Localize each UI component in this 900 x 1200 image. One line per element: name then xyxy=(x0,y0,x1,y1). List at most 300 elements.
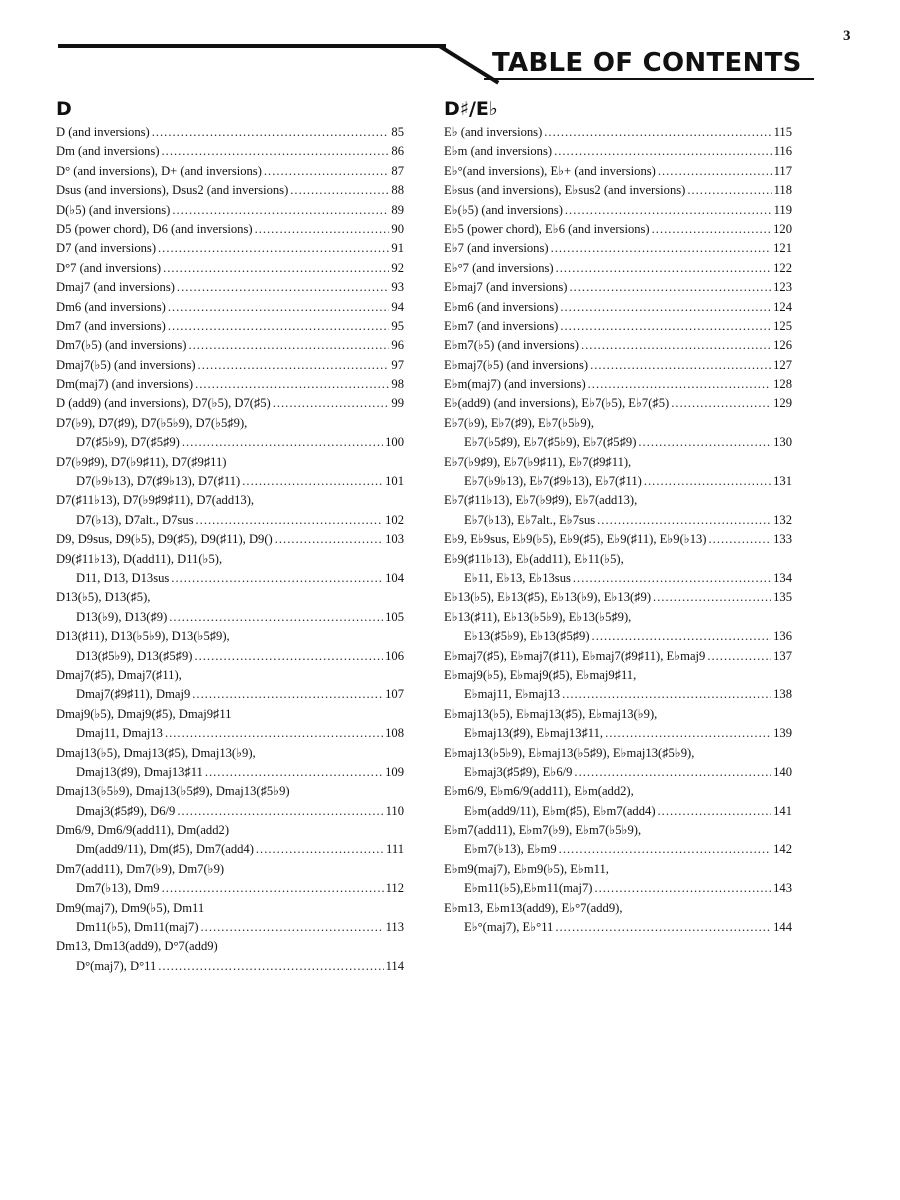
dot-leader xyxy=(168,317,390,336)
dot-leader xyxy=(242,472,383,491)
toc-entry-text: Dm7(♭13), Dm9 xyxy=(76,881,160,896)
toc-entry-text: E♭7(♭9♭13), E♭7(♯9♭13), E♭7(♯11) xyxy=(464,474,642,489)
toc-page-number: 104 xyxy=(385,570,404,585)
toc-page-number: 121 xyxy=(773,241,792,256)
toc-entry xyxy=(444,569,792,588)
toc-entry xyxy=(444,472,792,491)
toc-entry xyxy=(56,414,404,433)
toc-entry xyxy=(56,317,404,336)
toc-page-number: 134 xyxy=(773,570,792,585)
toc-entry-text: Dm6/9, Dm6/9(add11), Dm(add2) xyxy=(56,823,230,838)
toc-entry-text: E♭11, E♭13, E♭13sus xyxy=(464,570,571,585)
toc-entry-text: E♭(♭5) (and inversions) xyxy=(444,202,563,217)
toc-entry xyxy=(444,259,792,278)
dot-leader xyxy=(556,259,772,278)
dot-leader xyxy=(198,356,390,375)
toc-page-number: 144 xyxy=(773,920,792,935)
toc-entry-text: E♭maj3(♯5♯9), E♭6/9 xyxy=(464,764,573,779)
toc-page-number: 131 xyxy=(773,474,792,489)
dot-leader xyxy=(158,957,383,976)
dot-leader xyxy=(165,724,383,743)
dot-leader xyxy=(188,336,389,355)
toc-page-number: 138 xyxy=(773,687,792,702)
toc-entry xyxy=(444,123,792,142)
toc-page-number: 106 xyxy=(385,648,404,663)
toc-page-number: 143 xyxy=(773,881,792,896)
toc-page-number: 137 xyxy=(773,648,792,663)
toc-page-number: 130 xyxy=(773,435,792,450)
dot-leader xyxy=(573,569,771,588)
toc-entry xyxy=(444,453,792,472)
toc-entry xyxy=(444,821,792,840)
toc-entry xyxy=(444,627,792,646)
toc-entry xyxy=(444,491,792,510)
toc-entry-text: D° (and inversions), D+ (and inversions) xyxy=(56,163,262,178)
toc-entry-text: D7(♯11♭13), D7(♭9♯9♯11), D7(add13), xyxy=(56,493,255,508)
toc-entry xyxy=(56,142,404,161)
toc-page-number: 101 xyxy=(385,474,404,489)
toc-entry xyxy=(56,588,404,607)
toc-entry-text: D9(♯11♭13), D(add11), D11(♭5), xyxy=(56,551,223,566)
toc-page-number: 96 xyxy=(391,338,404,353)
dot-leader xyxy=(290,181,389,200)
toc-entry-text: E♭m11(♭5),E♭m11(maj7) xyxy=(464,881,593,896)
toc-entry-text: D7(♯5♭9), D7(♯5♯9) xyxy=(76,435,180,450)
toc-entry xyxy=(444,763,792,782)
toc-entry-text: D7(♭9♭13), D7(♯9♭13), D7(♯11) xyxy=(76,474,241,489)
toc-entry xyxy=(444,201,792,220)
toc-entry-text: E♭9, E♭9sus, E♭9(♭5), E♭9(♯5), E♭9(♯11), E♭9(♭13) xyxy=(444,532,707,547)
toc-entry-text: E♭7(♭13), E♭7alt., E♭7sus xyxy=(464,512,596,527)
toc-entry xyxy=(56,472,404,491)
toc-page-number: 123 xyxy=(773,280,792,295)
toc-page-number: 105 xyxy=(385,609,404,624)
toc-entry-text: D(♭5) (and inversions) xyxy=(56,202,171,217)
toc-entry-text: E♭5 (power chord), E♭6 (and inversions) xyxy=(444,221,650,236)
toc-entry xyxy=(56,705,404,724)
toc-entry xyxy=(56,918,404,937)
toc-page-number: 142 xyxy=(773,842,792,857)
dot-leader xyxy=(196,511,384,530)
toc-page-number: 141 xyxy=(773,803,792,818)
dot-leader xyxy=(560,317,771,336)
toc-page-number: 117 xyxy=(773,163,792,178)
toc-entry-text: E♭maj11, E♭maj13 xyxy=(464,687,561,702)
toc-column-d-sharp-e-flat xyxy=(444,96,792,937)
toc-entry-text: E♭maj9(♭5), E♭maj9(♯5), E♭maj9♯11, xyxy=(444,667,637,682)
toc-entry xyxy=(444,608,792,627)
toc-page-number: 91 xyxy=(391,241,404,256)
dot-leader xyxy=(707,647,771,666)
toc-page-number: 125 xyxy=(773,318,792,333)
toc-entry xyxy=(444,744,792,763)
toc-page-number: 102 xyxy=(385,512,404,527)
toc-entry-text: E♭m9(maj7), E♭m9(♭5), E♭m11, xyxy=(444,861,609,876)
toc-entry-text: E♭sus (and inversions), E♭sus2 (and inversions) xyxy=(444,183,686,198)
toc-entry xyxy=(56,375,404,394)
dot-leader xyxy=(555,918,771,937)
toc-entry xyxy=(56,647,404,666)
toc-entry xyxy=(444,918,792,937)
toc-entry xyxy=(444,317,792,336)
toc-entry-text: E♭maj13(♯9), E♭maj13♯11, xyxy=(464,726,604,741)
toc-entry xyxy=(56,782,404,801)
toc-entry xyxy=(56,840,404,859)
toc-entry xyxy=(56,957,404,976)
toc-entry-text: E♭m7 (and inversions) xyxy=(444,318,559,333)
toc-entry-text: Dmaj9(♭5), Dmaj9(♯5), Dmaj9♯11 xyxy=(56,706,232,721)
toc-entry xyxy=(56,802,404,821)
dot-leader xyxy=(195,375,389,394)
toc-entry-text: Dsus (and inversions), Dsus2 (and inversions) xyxy=(56,183,289,198)
toc-page-number: 100 xyxy=(385,435,404,450)
toc-entry-text: Dm(maj7) (and inversions) xyxy=(56,377,194,392)
dot-leader xyxy=(163,259,389,278)
toc-entry-text: Dm (and inversions) xyxy=(56,144,160,159)
toc-page-number: 133 xyxy=(773,532,792,547)
toc-page-number: 98 xyxy=(391,377,404,392)
toc-page-number: 107 xyxy=(385,687,404,702)
toc-entry-text: E♭m(maj7) (and inversions) xyxy=(444,377,586,392)
dot-leader xyxy=(168,298,390,317)
toc-page-number: 140 xyxy=(773,764,792,779)
toc-page-number: 85 xyxy=(391,125,404,139)
toc-page-number: 92 xyxy=(391,260,404,275)
toc-entry-text: D13(♯5♭9), D13(♯5♯9) xyxy=(76,648,193,663)
dot-leader xyxy=(177,802,383,821)
toc-page-number: 89 xyxy=(391,202,404,217)
dot-leader xyxy=(273,394,390,413)
toc-entry xyxy=(56,627,404,646)
dot-leader xyxy=(590,356,771,375)
toc-page-number: 111 xyxy=(386,842,404,857)
toc-entry xyxy=(444,278,792,297)
dot-leader xyxy=(560,298,771,317)
toc-page-number: 113 xyxy=(385,920,404,935)
toc-entry xyxy=(56,937,404,956)
toc-entry xyxy=(444,685,792,704)
toc-entry xyxy=(444,181,792,200)
toc-entry xyxy=(444,840,792,859)
toc-entry-text: D°(maj7), D°11 xyxy=(76,958,157,973)
toc-entry xyxy=(444,336,792,355)
dot-leader xyxy=(256,840,384,859)
toc-entry xyxy=(56,123,404,142)
toc-entry-text: E♭°(maj7), E♭°11 xyxy=(464,920,554,935)
toc-page-number: 135 xyxy=(773,590,792,605)
toc-entry xyxy=(56,569,404,588)
toc-entry-text: Dm11(♭5), Dm11(maj7) xyxy=(76,920,199,935)
toc-entry xyxy=(56,181,404,200)
dot-leader xyxy=(652,220,771,239)
section-heading: D♯/E♭ xyxy=(444,98,498,120)
toc-entry xyxy=(444,414,792,433)
toc-page-number: 95 xyxy=(391,318,404,333)
toc-entry-text: Dm7(♭5) (and inversions) xyxy=(56,338,187,353)
toc-entry xyxy=(444,666,792,685)
page-title: TABLE OF CONTENTS xyxy=(492,48,802,78)
toc-entry-text: E♭ (and inversions) xyxy=(444,125,543,139)
toc-entry-text: Dmaj7(♯9♯11), Dmaj9 xyxy=(76,687,191,702)
toc-entry-text: E♭(add9) (and inversions), E♭7(♭5), E♭7(♯5) xyxy=(444,396,670,411)
toc-entry xyxy=(444,162,792,181)
toc-entry xyxy=(56,530,404,549)
toc-page-number: 126 xyxy=(773,338,792,353)
dot-leader xyxy=(653,588,771,607)
toc-column-d xyxy=(56,96,404,976)
toc-entry xyxy=(56,744,404,763)
toc-entry-text: E♭m6 (and inversions) xyxy=(444,299,559,314)
toc-entry-text: E♭9(♯11♭13), E♭(add11), E♭11(♭5), xyxy=(444,551,624,566)
toc-entry-text: D9, D9sus, D9(♭5), D9(♯5), D9(♯11), D9() xyxy=(56,532,273,547)
toc-entry xyxy=(56,220,404,239)
toc-entry-text: Dmaj3(♯5♯9), D6/9 xyxy=(76,803,176,818)
dot-leader xyxy=(171,569,383,588)
dot-leader xyxy=(264,162,390,181)
dot-leader xyxy=(192,685,383,704)
dot-leader xyxy=(152,123,390,142)
header-rule xyxy=(58,44,446,48)
toc-page-number: 112 xyxy=(385,881,404,896)
dot-leader xyxy=(201,918,384,937)
toc-page-number: 139 xyxy=(773,726,792,741)
toc-page-number: 87 xyxy=(391,163,404,178)
toc-entry-text: Dmaj13(♭5♭9), Dmaj13(♭5♯9), Dmaj13(♯5♭9) xyxy=(56,784,290,799)
toc-page-number: 88 xyxy=(391,183,404,198)
toc-page-number: 90 xyxy=(391,221,404,236)
toc-entry xyxy=(56,259,404,278)
toc-entry-text: Dmaj7(♭5) (and inversions) xyxy=(56,357,196,372)
toc-entry xyxy=(56,278,404,297)
toc-page-number: 86 xyxy=(391,144,404,159)
dot-leader xyxy=(638,433,771,452)
toc-entry xyxy=(444,239,792,258)
toc-entry xyxy=(444,782,792,801)
toc-entry xyxy=(56,860,404,879)
toc-entry xyxy=(56,763,404,782)
toc-page-number: 115 xyxy=(773,125,792,139)
dot-leader xyxy=(569,278,771,297)
toc-entry-text: D13(♭5), D13(♯5), xyxy=(56,590,151,605)
toc-page-number: 129 xyxy=(773,396,792,411)
dot-leader xyxy=(709,530,772,549)
toc-entry-text: E♭7(♯11♭13), E♭7(♭9♯9), E♭7(add13), xyxy=(444,493,638,508)
toc-entry xyxy=(56,298,404,317)
toc-entry-text: E♭m6/9, E♭m6/9(add11), E♭m(add2), xyxy=(444,784,634,799)
toc-entry xyxy=(56,201,404,220)
dot-leader xyxy=(562,685,771,704)
toc-entry-text: E♭maj13(♭5♭9), E♭maj13(♭5♯9), E♭maj13(♯5♭9), xyxy=(444,745,695,760)
toc-entry-text: Dmaj13(♯9), Dmaj13♯11 xyxy=(76,764,203,779)
dot-leader xyxy=(177,278,389,297)
toc-entry-text: E♭maj7 (and inversions) xyxy=(444,280,568,295)
toc-page-number: 97 xyxy=(391,357,404,372)
toc-entry-text: E♭7(♭5♯9), E♭7(♯5♭9), E♭7(♯5♯9) xyxy=(464,435,637,450)
toc-entry xyxy=(56,356,404,375)
toc-entry-text: D11, D13, D13sus xyxy=(76,570,170,585)
dot-leader xyxy=(205,763,383,782)
toc-entry xyxy=(56,394,404,413)
dot-leader xyxy=(275,530,383,549)
toc-entry-text: D (add9) (and inversions), D7(♭5), D7(♯5) xyxy=(56,396,271,411)
toc-entry-text: E♭m7(♭13), E♭m9 xyxy=(464,842,557,857)
toc-entry-text: D13(♯11), D13(♭5♭9), D13(♭5♯9), xyxy=(56,629,230,644)
dot-leader xyxy=(644,472,771,491)
toc-entry xyxy=(444,879,792,898)
toc-entry xyxy=(56,724,404,743)
toc-entry-text: D7(♭9), D7(♯9), D7(♭5♭9), D7(♭5♯9), xyxy=(56,415,248,430)
toc-entry xyxy=(444,530,792,549)
toc-list xyxy=(56,123,404,976)
toc-entry xyxy=(56,336,404,355)
toc-entry-text: E♭13(♯5♭9), E♭13(♯5♯9) xyxy=(464,629,590,644)
toc-entry xyxy=(56,491,404,510)
toc-entry xyxy=(444,375,792,394)
toc-entry-text: E♭°(and inversions), E♭+ (and inversions) xyxy=(444,163,656,178)
toc-entry-text: E♭maj7(♯5), E♭maj7(♯11), E♭maj7(♯9♯11), E♭maj9 xyxy=(444,648,706,663)
dot-leader xyxy=(162,879,384,898)
dot-leader xyxy=(182,433,383,452)
toc-page-number: 127 xyxy=(773,357,792,372)
toc-entry-text: Dm6 (and inversions) xyxy=(56,299,166,314)
toc-entry-text: Dm7 (and inversions) xyxy=(56,318,166,333)
toc-entry-text: E♭m (and inversions) xyxy=(444,144,553,159)
toc-entry-text: D5 (power chord), D6 (and inversions) xyxy=(56,221,253,236)
page-number: 3 xyxy=(843,28,851,44)
toc-entry xyxy=(444,220,792,239)
toc-entry-text: E♭°7 (and inversions) xyxy=(444,260,554,275)
toc-entry-text: D°7 (and inversions) xyxy=(56,260,162,275)
toc-page-number: 99 xyxy=(391,396,404,411)
toc-entry xyxy=(56,821,404,840)
toc-page-number: 132 xyxy=(773,512,792,527)
toc-entry-text: E♭7 (and inversions) xyxy=(444,241,549,256)
toc-entry xyxy=(56,608,404,627)
toc-page-number: 122 xyxy=(773,260,792,275)
toc-entry-text: Dmaj13(♭5), Dmaj13(♯5), Dmaj13(♭9), xyxy=(56,745,256,760)
toc-entry-text: E♭m(add9/11), E♭m(♯5), E♭m7(add4) xyxy=(464,803,656,818)
toc-page-number: 128 xyxy=(773,377,792,392)
toc-page-number: 118 xyxy=(773,183,792,198)
toc-entry-text: D7(♭9♯9), D7(♭9♯11), D7(♯9♯11) xyxy=(56,454,227,469)
toc-entry-text: Dmaj7(♯5), Dmaj7(♯11), xyxy=(56,667,182,682)
toc-page-number: 136 xyxy=(773,629,792,644)
toc-page-number: 93 xyxy=(391,280,404,295)
toc-page-number: 110 xyxy=(385,803,404,818)
toc-entry xyxy=(56,879,404,898)
dot-leader xyxy=(597,511,771,530)
toc-entry-text: Dm13, Dm13(add9), D°7(add9) xyxy=(56,939,218,954)
dot-leader xyxy=(172,201,389,220)
dot-leader xyxy=(255,220,390,239)
toc-page-number: 108 xyxy=(385,726,404,741)
toc-entry xyxy=(56,162,404,181)
dot-leader xyxy=(581,336,771,355)
toc-page-number: 94 xyxy=(391,299,404,314)
toc-entry-text: D7(♭13), D7alt., D7sus xyxy=(76,512,194,527)
toc-entry-text: Dmaj7 (and inversions) xyxy=(56,280,175,295)
toc-entry xyxy=(56,433,404,452)
toc-page-number: 124 xyxy=(773,299,792,314)
toc-entry xyxy=(444,588,792,607)
toc-entry-text: Dm7(add11), Dm7(♭9), Dm7(♭9) xyxy=(56,861,225,876)
toc-entry xyxy=(444,356,792,375)
dot-leader xyxy=(605,724,771,743)
dot-leader xyxy=(559,840,771,859)
dot-leader xyxy=(658,162,772,181)
toc-entry xyxy=(444,705,792,724)
toc-entry-text: E♭maj7(♭5) (and inversions) xyxy=(444,357,589,372)
title-underline xyxy=(484,78,814,80)
toc-entry xyxy=(444,511,792,530)
toc-entry-text: E♭maj13(♭5), E♭maj13(♯5), E♭maj13(♭9), xyxy=(444,706,658,721)
toc-entry xyxy=(56,511,404,530)
toc-entry-text: E♭7(♭9), E♭7(♯9), E♭7(♭5♭9), xyxy=(444,415,594,430)
toc-entry-text: E♭m7(add11), E♭m7(♭9), E♭m7(♭5♭9), xyxy=(444,823,642,838)
toc-entry-text: D13(♭9), D13(♯9) xyxy=(76,609,168,624)
toc-entry-text: Dm9(maj7), Dm9(♭5), Dm11 xyxy=(56,900,205,915)
dot-leader xyxy=(671,394,771,413)
toc-entry xyxy=(56,550,404,569)
toc-entry-text: Dmaj11, Dmaj13 xyxy=(76,726,163,741)
dot-leader xyxy=(158,239,389,258)
toc-entry-text: E♭m7(♭5) (and inversions) xyxy=(444,338,579,353)
toc-entry-text: E♭7(♭9♯9), E♭7(♭9♯11), E♭7(♯9♯11), xyxy=(444,454,632,469)
toc-entry xyxy=(444,899,792,918)
dot-leader xyxy=(574,763,771,782)
dot-leader xyxy=(588,375,771,394)
toc-entry-text: D7 (and inversions) xyxy=(56,241,157,256)
toc-entry-text: E♭13(♭5), E♭13(♯5), E♭13(♭9), E♭13(♯9) xyxy=(444,590,652,605)
dot-leader xyxy=(594,879,771,898)
dot-leader xyxy=(544,123,771,142)
section-heading: D xyxy=(56,98,72,120)
toc-entry-text: E♭13(♯11), E♭13(♭5♭9), E♭13(♭5♯9), xyxy=(444,609,632,624)
dot-leader xyxy=(162,142,390,161)
toc-entry xyxy=(444,142,792,161)
toc-entry xyxy=(56,685,404,704)
dot-leader xyxy=(687,181,771,200)
dot-leader xyxy=(565,201,772,220)
toc-entry xyxy=(444,860,792,879)
toc-entry xyxy=(444,394,792,413)
toc-entry xyxy=(444,724,792,743)
toc-entry-text: E♭m13, E♭m13(add9), E♭°7(add9), xyxy=(444,900,623,915)
toc-entry xyxy=(56,453,404,472)
toc-entry-text: Dm(add9/11), Dm(♯5), Dm7(add4) xyxy=(76,842,254,857)
toc-entry xyxy=(444,550,792,569)
toc-page-number: 114 xyxy=(385,958,404,973)
dot-leader xyxy=(169,608,383,627)
dot-leader xyxy=(658,802,772,821)
toc-page-number: 109 xyxy=(385,764,404,779)
toc-entry-text: D (and inversions) xyxy=(56,125,150,139)
toc-entry xyxy=(444,433,792,452)
toc-page-number: 119 xyxy=(773,202,792,217)
toc-page-number: 120 xyxy=(773,221,792,236)
toc-entry xyxy=(444,802,792,821)
toc-entry xyxy=(56,666,404,685)
toc-list xyxy=(444,123,792,937)
toc-entry xyxy=(56,899,404,918)
dot-leader xyxy=(554,142,771,161)
dot-leader xyxy=(551,239,772,258)
dot-leader xyxy=(592,627,772,646)
toc-entry xyxy=(56,239,404,258)
toc-page-number: 103 xyxy=(385,532,404,547)
toc-page-number: 116 xyxy=(773,144,792,159)
toc-entry xyxy=(444,647,792,666)
